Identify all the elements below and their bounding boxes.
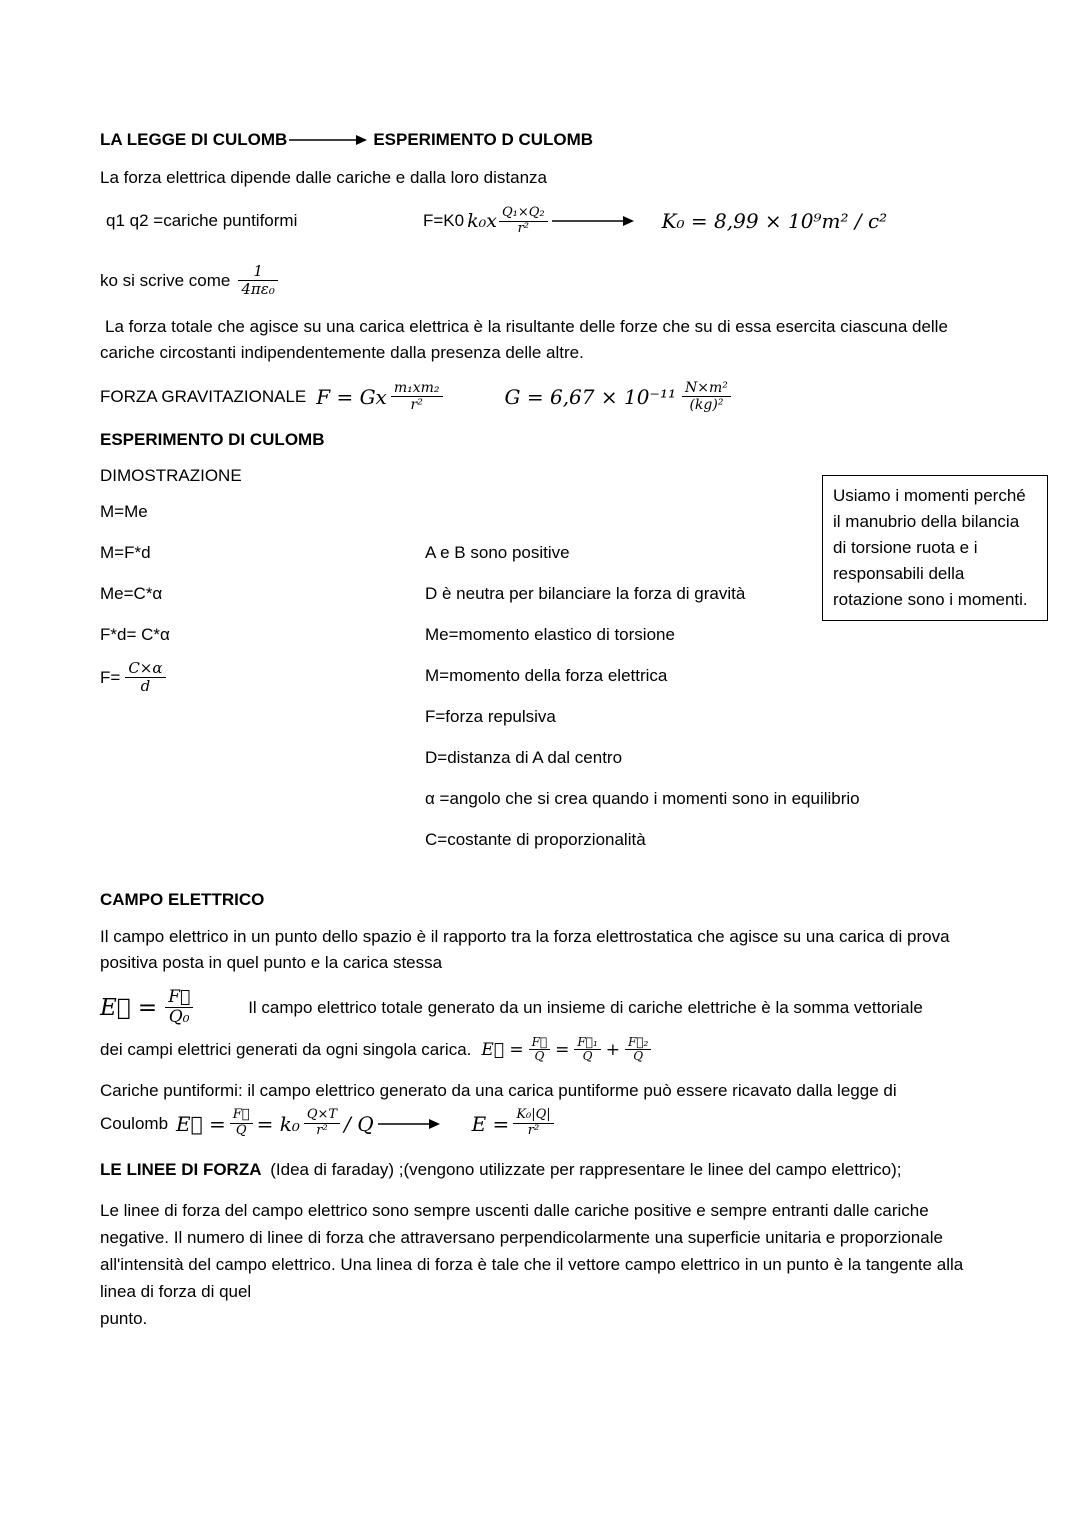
demo-left-column xyxy=(100,502,420,707)
fraction-1-4pieps0: $\frac{1}{\text{4πε₀}}$ xyxy=(238,263,277,299)
plus-sign: + xyxy=(605,1039,621,1060)
campo-definition-paragraph: Il campo elettrico in un punto dello spazio è il rapporto tra la forza elettrostatica che agisce su una carica di prova positiva posta in quel punto e la carica stessa xyxy=(100,926,950,972)
dimostrazione-heading: DIMOSTRAZIONE xyxy=(100,465,242,485)
equals-sign: = xyxy=(555,1039,570,1060)
e-formula-lhs: E⃗ = xyxy=(100,994,158,1021)
k0-constant-value: K₀ = 8,99 × 10⁹m² / c² xyxy=(661,209,888,234)
q-charges-label: q1 q2 =cariche puntiformi xyxy=(106,211,298,231)
title-esperimento-d-culomb: ESPERIMENTO D CULOMB xyxy=(373,130,594,149)
k0-definition-text: ko si scrive come xyxy=(100,270,231,290)
demo-definition: F=forza repulsiva xyxy=(425,706,556,726)
linee-di-forza-row xyxy=(100,1157,990,1183)
formula-k0x: k₀x xyxy=(467,210,497,233)
total-force-paragraph: La forza totale che agisce su una carica elettrica è la risultante delle forze che su di essa esercita ciascuna delle cariche circostanti indipendentemente dalla presenza delle altre. xyxy=(100,317,948,363)
fraction-nm2-kg2: $\frac{\text{N×m²}}{\text{(kg)²}}$ xyxy=(682,380,731,413)
fraction-f-q0: $\frac{F⃗}{\text{Q₀}}$ xyxy=(165,988,193,1028)
arrow-icon xyxy=(378,1118,440,1130)
demo-equation: M=Me xyxy=(100,501,148,521)
campo-total-text: Il campo elettrico totale generato da un insieme di cariche elettriche è la somma vettoriale xyxy=(248,997,923,1017)
formula-prefix: F=K0 xyxy=(423,211,465,231)
linee-di-forza-heading: LE LINEE DI FORZA xyxy=(100,1160,262,1180)
divided-by-q: / Q xyxy=(344,1111,374,1136)
demo-definition: C=costante di proporzionalità xyxy=(425,829,646,849)
document-content xyxy=(100,130,990,1332)
campo-elettrico-heading: CAMPO ELETTRICO xyxy=(100,889,265,909)
momenti-note-box: Usiamo i momenti perché il manubrio della bilancia di torsione ruota e i responsabili della rotazione sono i momenti. xyxy=(822,475,1048,621)
fraction-f1-q: $\frac{\text{F⃗₁}}{Q}$ xyxy=(574,1036,600,1065)
e-result-lhs: E = xyxy=(471,1111,510,1136)
fraction-k0q-r2: $\frac{\text{K₀|Q|}}{\text{r²}}$ xyxy=(513,1108,553,1139)
campo-sum-text: dei campi elettrici generati da ogni singola carica. xyxy=(100,1039,472,1059)
fraction-q1q2-r2: $\frac{\text{Q₁×Q₂}}{\text{r²}}$ xyxy=(499,206,548,237)
vector-sum-row xyxy=(100,1036,990,1065)
e-field-formula xyxy=(100,988,193,1028)
linee-di-forza-paragraph: Le linee di forza del campo elettrico sono sempre uscenti dalle cariche positive e sempre entranti dalle cariche negative. Il numero di linee di forza che attraversano perpendicolarmente una superficie unitaria e proporzionale all'intensità del campo elettrico. Una linea di forza è tale che il vettore campo elettrico in un punto è la tangente alla linea di forza di quel xyxy=(100,1201,964,1302)
coulomb-force-formula xyxy=(423,206,548,237)
coulomb-equals-k0: = k₀ xyxy=(256,1111,300,1136)
linee-di-forza-subtitle: (Idea di faraday) ;(vengono utilizzate per rappresentare le linee del campo elettrico); xyxy=(270,1160,902,1180)
coulomb-law-row xyxy=(100,206,990,237)
linee-di-forza-paragraph-end: punto. xyxy=(100,1309,148,1329)
title-row xyxy=(100,130,990,150)
fraction-qt-r2: $\frac{Q\times T}{\text{r²}}$ xyxy=(304,1108,340,1139)
fraction-m1m2-r2: $\frac{\text{m₁xm₂}}{\text{r²}}$ xyxy=(391,380,443,413)
fraction-f-q: $\frac{F⃗}{Q}$ xyxy=(230,1108,253,1139)
g-constant-value: G = 6,67 × 10⁻¹¹ xyxy=(504,384,677,409)
vector-sum-formula xyxy=(481,1036,651,1065)
coulomb-label: Coulomb xyxy=(100,1113,169,1133)
demo-definition: D=distanza di A dal centro xyxy=(425,747,623,767)
sum-lhs: E⃗ = xyxy=(481,1039,524,1060)
title-la-legge-di-culomb: LA LEGGE DI CULOMB xyxy=(100,130,288,149)
demo-equation: Me=C*α xyxy=(100,583,163,603)
f-equals-label: F= xyxy=(100,667,121,687)
demo-equation: M=F*d xyxy=(100,542,151,562)
arrow-icon xyxy=(552,215,634,227)
gravitational-force-row xyxy=(100,380,990,413)
arrow-icon xyxy=(289,134,367,146)
k0-definition-row xyxy=(100,263,990,299)
fraction-f2-q: $\frac{\text{F⃗₂}}{Q}$ xyxy=(625,1036,651,1065)
demo-definition: A e B sono positive xyxy=(425,542,570,562)
demo-definition: M=momento della forza elettrica xyxy=(425,665,668,685)
fraction-f-q: $\frac{F⃗}{Q}$ xyxy=(529,1036,551,1065)
demo-equation: F*d= C*α xyxy=(100,624,170,644)
intro-line: La forza elettrica dipende dalle cariche e dalla loro distanza xyxy=(100,168,547,187)
cariche-puntiformi-paragraph: Cariche puntiformi: il campo elettrico generato da una carica puntiforme può essere ricavato dalla legge di xyxy=(100,1081,897,1101)
demo-equation-fraction xyxy=(100,658,420,696)
electric-field-formula-row xyxy=(100,988,990,1028)
demo-definition: D è neutra per bilanciare la forza di gravità xyxy=(425,583,746,603)
demo-definition: Me=momento elastico di torsione xyxy=(425,624,675,644)
demo-definition: α =angolo che si crea quando i momenti sono in equilibrio xyxy=(425,788,860,808)
coulomb-formula-lhs: E⃗ = xyxy=(176,1111,226,1136)
coulomb-field-formula-row xyxy=(100,1108,990,1139)
gravity-formula-lhs: F = Gx xyxy=(316,384,387,409)
gravitational-label: FORZA GRAVITAZIONALE xyxy=(100,386,307,406)
fraction-calpha-d: $\frac{C\times\alpha}{d}$ xyxy=(125,660,165,696)
esperimento-heading: ESPERIMENTO DI CULOMB xyxy=(100,429,325,449)
